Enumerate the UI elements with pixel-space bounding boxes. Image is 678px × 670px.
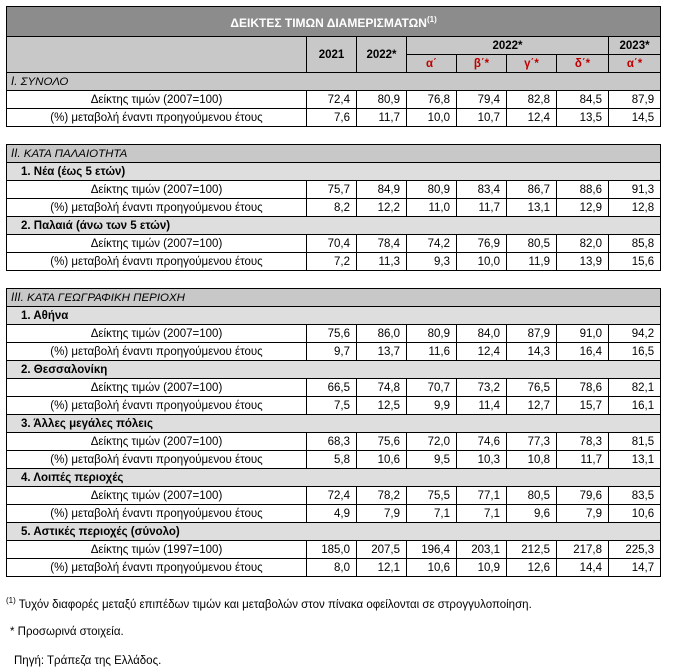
cell-value: 13,5 xyxy=(557,109,609,127)
cell-value: 75,6 xyxy=(307,325,357,343)
cell-value: 13,9 xyxy=(557,253,609,271)
cell-value: 7,6 xyxy=(307,109,357,127)
subsection-row xyxy=(7,523,661,541)
cell-value: 85,8 xyxy=(609,235,661,253)
subsection-label: 4. Λοιπές περιοχές xyxy=(7,469,661,487)
header-quarter: γ΄* xyxy=(507,55,557,73)
header-quarter: β΄* xyxy=(457,55,507,73)
header-blank xyxy=(7,37,307,73)
cell-value: 8,2 xyxy=(307,199,357,217)
cell-value: 86,7 xyxy=(507,181,557,199)
cell-value: 14,4 xyxy=(557,559,609,577)
cell-value: 78,4 xyxy=(357,235,407,253)
cell-value: 91,3 xyxy=(609,181,661,199)
cell-value: 12,1 xyxy=(357,559,407,577)
cell-value: 7,9 xyxy=(357,505,407,523)
title-note-mark: (1) xyxy=(426,15,437,24)
cell-value: 10,7 xyxy=(457,109,507,127)
table-title-text: ΔΕΙΚΤΕΣ ΤΙΜΩΝ ΔΙΑΜΕΡΙΣΜΑΤΩΝ xyxy=(230,16,427,30)
subsection-label: 1. Αθήνα xyxy=(7,307,661,325)
cell-value: 78,6 xyxy=(557,379,609,397)
cell-value: 7,1 xyxy=(457,505,507,523)
cell-value: 5,8 xyxy=(307,451,357,469)
title-row xyxy=(7,7,661,37)
cell-value: 10,6 xyxy=(357,451,407,469)
cell-value: 16,1 xyxy=(609,397,661,415)
cell-value: 7,2 xyxy=(307,253,357,271)
cell-value: 7,9 xyxy=(557,505,609,523)
cell-value: 82,8 xyxy=(507,91,557,109)
cell-value: 11,7 xyxy=(557,451,609,469)
cell-value: 9,5 xyxy=(407,451,457,469)
section-label: I. ΣΥΝΟΛΟ xyxy=(7,73,661,91)
cell-value: 9,9 xyxy=(407,397,457,415)
cell-value: 74,6 xyxy=(457,433,507,451)
row-label: Δείκτης τιμών (2007=100) xyxy=(7,379,307,397)
cell-value: 80,5 xyxy=(507,487,557,505)
row-label: (%) μεταβολή έναντι προηγούμενου έτους xyxy=(7,109,307,127)
table-row xyxy=(7,505,661,523)
cell-value: 12,9 xyxy=(557,199,609,217)
footnote-text: Τυχόν διαφορές μεταξύ επιπέδων τιμών και μεταβολών στον πίνακα οφείλονται σε στρογγυλοποίηση. xyxy=(15,598,532,611)
spacer-row xyxy=(7,127,661,145)
subsection-label: 3. Άλλες μεγάλες πόλεις xyxy=(7,415,661,433)
cell-value: 11,3 xyxy=(357,253,407,271)
spacer-row xyxy=(7,271,661,289)
cell-value: 12,4 xyxy=(457,343,507,361)
cell-value: 15,7 xyxy=(557,397,609,415)
cell-value: 72,4 xyxy=(307,487,357,505)
subsection-row xyxy=(7,163,661,181)
cell-value: 14,7 xyxy=(609,559,661,577)
row-label: Δείκτης τιμών (2007=100) xyxy=(7,235,307,253)
cell-value: 72,4 xyxy=(307,91,357,109)
cell-value: 13,1 xyxy=(507,199,557,217)
cell-value: 75,5 xyxy=(407,487,457,505)
row-label: (%) μεταβολή έναντι προηγούμενου έτους xyxy=(7,397,307,415)
table-title xyxy=(7,7,661,37)
table-row xyxy=(7,181,661,199)
cell-value: 70,7 xyxy=(407,379,457,397)
header-year-2021: 2021 xyxy=(307,37,357,73)
cell-value: 10,3 xyxy=(457,451,507,469)
table-row xyxy=(7,541,661,559)
cell-value: 217,8 xyxy=(557,541,609,559)
table-row xyxy=(7,343,661,361)
footnote-provisional: * Προσωρινά στοιχεία. xyxy=(10,626,124,638)
cell-value: 70,4 xyxy=(307,235,357,253)
table-row xyxy=(7,235,661,253)
table-row xyxy=(7,379,661,397)
cell-value: 185,0 xyxy=(307,541,357,559)
section-label: II. ΚΑΤΑ ΠΑΛΑΙΟΤΗΤΑ xyxy=(7,145,661,163)
cell-value: 87,9 xyxy=(507,325,557,343)
cell-value: 80,9 xyxy=(407,325,457,343)
cell-value: 94,2 xyxy=(609,325,661,343)
row-label: Δείκτης τιμών (2007=100) xyxy=(7,91,307,109)
cell-value: 12,4 xyxy=(507,109,557,127)
cell-value: 10,8 xyxy=(507,451,557,469)
row-label: (%) μεταβολή έναντι προηγούμενου έτους xyxy=(7,253,307,271)
row-label: Δείκτης τιμών (1997=100) xyxy=(7,541,307,559)
subsection-label: 2. Θεσσαλονίκη xyxy=(7,361,661,379)
cell-value: 66,5 xyxy=(307,379,357,397)
cell-value: 76,9 xyxy=(457,235,507,253)
cell-value: 87,9 xyxy=(609,91,661,109)
cell-value: 68,3 xyxy=(307,433,357,451)
row-label: Δείκτης τιμών (2007=100) xyxy=(7,433,307,451)
header-year-2022: 2022* xyxy=(357,37,407,73)
header-group-2022: 2022* xyxy=(407,37,609,55)
cell-value: 82,1 xyxy=(609,379,661,397)
table-row xyxy=(7,433,661,451)
cell-value: 88,6 xyxy=(557,181,609,199)
table-row xyxy=(7,487,661,505)
header-row-1 xyxy=(7,37,661,55)
cell-value: 203,1 xyxy=(457,541,507,559)
row-label: (%) μεταβολή έναντι προηγούμενου έτους xyxy=(7,343,307,361)
cell-value: 80,9 xyxy=(357,91,407,109)
section-row xyxy=(7,145,661,163)
table-row xyxy=(7,109,661,127)
row-label: (%) μεταβολή έναντι προηγούμενου έτους xyxy=(7,451,307,469)
cell-value: 10,9 xyxy=(457,559,507,577)
cell-value: 80,5 xyxy=(507,235,557,253)
cell-value: 13,1 xyxy=(609,451,661,469)
cell-value: 4,9 xyxy=(307,505,357,523)
cell-value: 86,0 xyxy=(357,325,407,343)
source-note: Πηγή: Τράπεζα της Ελλάδος. xyxy=(14,655,162,667)
subsection-label: 1. Νέα (έως 5 ετών) xyxy=(7,163,661,181)
subsection-row xyxy=(7,361,661,379)
cell-value: 9,6 xyxy=(507,505,557,523)
cell-value: 82,0 xyxy=(557,235,609,253)
cell-value: 11,9 xyxy=(507,253,557,271)
cell-value: 12,7 xyxy=(507,397,557,415)
cell-value: 76,8 xyxy=(407,91,457,109)
table-row xyxy=(7,559,661,577)
section-row xyxy=(7,73,661,91)
cell-value: 76,5 xyxy=(507,379,557,397)
cell-value: 14,3 xyxy=(507,343,557,361)
cell-value: 13,7 xyxy=(357,343,407,361)
cell-value: 16,4 xyxy=(557,343,609,361)
cell-value: 207,5 xyxy=(357,541,407,559)
cell-value: 14,5 xyxy=(609,109,661,127)
header-quarter: α΄ xyxy=(407,55,457,73)
cell-value: 80,9 xyxy=(407,181,457,199)
price-index-table xyxy=(6,6,661,577)
cell-value: 84,9 xyxy=(357,181,407,199)
row-label: Δείκτης τιμών (2007=100) xyxy=(7,487,307,505)
table-row xyxy=(7,91,661,109)
table-row xyxy=(7,199,661,217)
table-row xyxy=(7,397,661,415)
cell-value: 12,5 xyxy=(357,397,407,415)
cell-value: 79,6 xyxy=(557,487,609,505)
footnote-mark: (1) xyxy=(6,596,16,605)
cell-value: 9,3 xyxy=(407,253,457,271)
row-label: (%) μεταβολή έναντι προηγούμενου έτους xyxy=(7,505,307,523)
header-quarter: α΄* xyxy=(609,55,661,73)
cell-value: 84,0 xyxy=(457,325,507,343)
cell-value: 11,0 xyxy=(407,199,457,217)
subsection-row xyxy=(7,469,661,487)
row-label: (%) μεταβολή έναντι προηγούμενου έτους xyxy=(7,199,307,217)
cell-value: 12,2 xyxy=(357,199,407,217)
cell-value: 10,6 xyxy=(407,559,457,577)
cell-value: 11,7 xyxy=(357,109,407,127)
cell-value: 11,7 xyxy=(457,199,507,217)
row-label: Δείκτης τιμών (2007=100) xyxy=(7,325,307,343)
section-row xyxy=(7,289,661,307)
subsection-label: 2. Παλαιά (άνω των 5 ετών) xyxy=(7,217,661,235)
cell-value: 9,7 xyxy=(307,343,357,361)
cell-value: 72,0 xyxy=(407,433,457,451)
cell-value: 7,5 xyxy=(307,397,357,415)
cell-value: 10,0 xyxy=(407,109,457,127)
cell-value: 77,3 xyxy=(507,433,557,451)
cell-value: 8,0 xyxy=(307,559,357,577)
cell-value: 12,6 xyxy=(507,559,557,577)
subsection-row xyxy=(7,217,661,235)
price-index-table-container xyxy=(6,6,660,577)
cell-value: 75,6 xyxy=(357,433,407,451)
cell-value: 75,7 xyxy=(307,181,357,199)
row-label: (%) μεταβολή έναντι προηγούμενου έτους xyxy=(7,559,307,577)
section-label: III. ΚΑΤΑ ΓΕΩΓΡΑΦΙΚΗ ΠΕΡΙΟΧΗ xyxy=(7,289,661,307)
table-row xyxy=(7,451,661,469)
cell-value: 83,4 xyxy=(457,181,507,199)
cell-value: 78,3 xyxy=(557,433,609,451)
cell-value: 91,0 xyxy=(557,325,609,343)
cell-value: 79,4 xyxy=(457,91,507,109)
cell-value: 81,5 xyxy=(609,433,661,451)
cell-value: 73,2 xyxy=(457,379,507,397)
cell-value: 74,8 xyxy=(357,379,407,397)
header-quarter: δ΄* xyxy=(557,55,609,73)
cell-value: 16,5 xyxy=(609,343,661,361)
cell-value: 225,3 xyxy=(609,541,661,559)
cell-value: 15,6 xyxy=(609,253,661,271)
footnote-rounding xyxy=(6,596,532,611)
cell-value: 77,1 xyxy=(457,487,507,505)
row-label: Δείκτης τιμών (2007=100) xyxy=(7,181,307,199)
cell-value: 74,2 xyxy=(407,235,457,253)
header-group-2023: 2023* xyxy=(609,37,661,55)
subsection-row xyxy=(7,307,661,325)
table-row xyxy=(7,253,661,271)
cell-value: 196,4 xyxy=(407,541,457,559)
cell-value: 11,6 xyxy=(407,343,457,361)
table-row xyxy=(7,325,661,343)
cell-value: 83,5 xyxy=(609,487,661,505)
cell-value: 11,4 xyxy=(457,397,507,415)
subsection-row xyxy=(7,415,661,433)
cell-value: 84,5 xyxy=(557,91,609,109)
cell-value: 12,8 xyxy=(609,199,661,217)
cell-value: 7,1 xyxy=(407,505,457,523)
subsection-label: 5. Αστικές περιοχές (σύνολο) xyxy=(7,523,661,541)
cell-value: 212,5 xyxy=(507,541,557,559)
cell-value: 10,0 xyxy=(457,253,507,271)
cell-value: 10,6 xyxy=(609,505,661,523)
cell-value: 78,2 xyxy=(357,487,407,505)
